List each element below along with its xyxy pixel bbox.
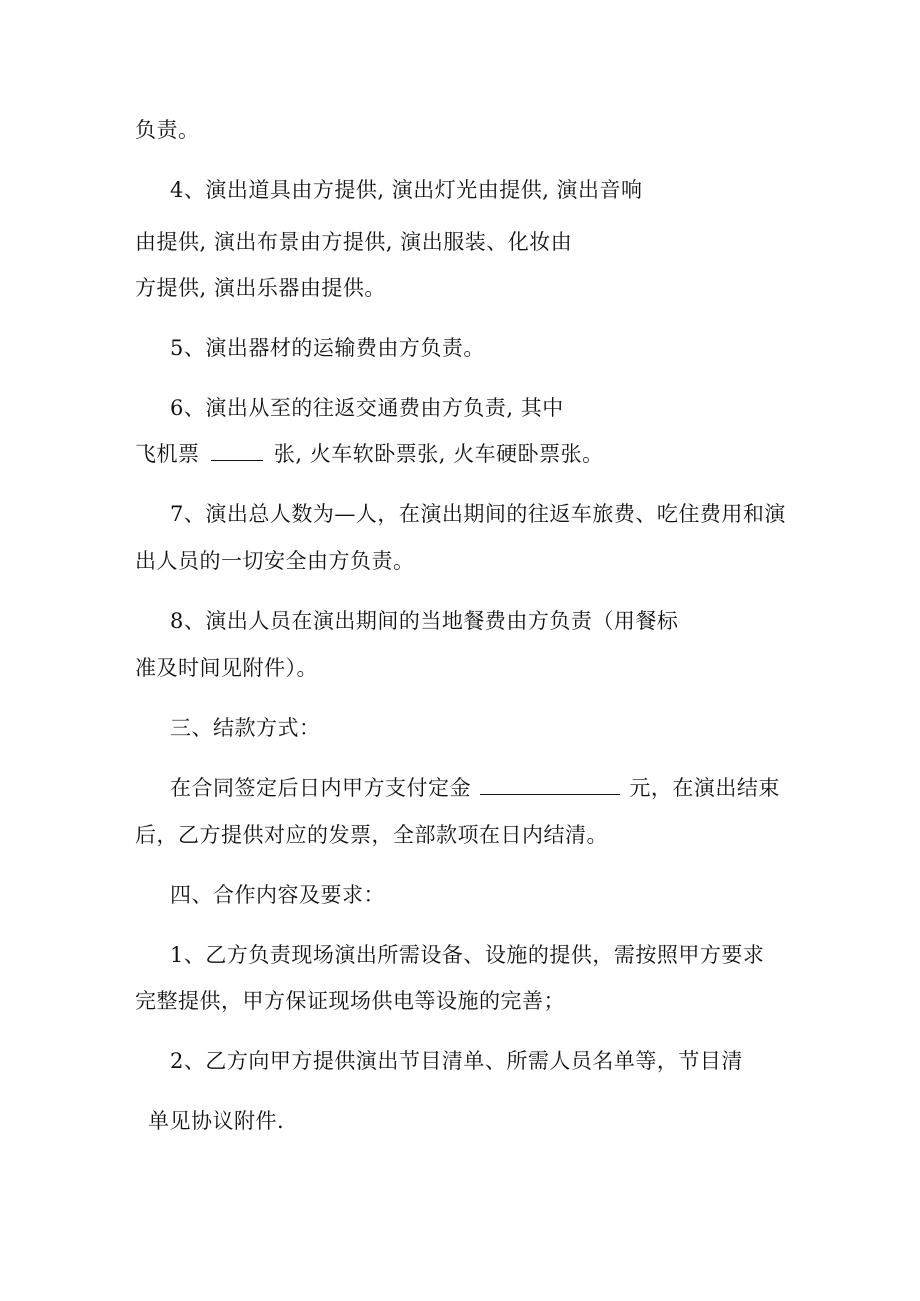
- text-line: 1、乙方负责现场演出所需设备、设施的提供，需按照甲方要求: [170, 943, 765, 967]
- text-line: [135, 440, 604, 468]
- text-line: 单见协议附件.: [148, 1109, 285, 1133]
- text-segment: 元，在演出结束: [629, 776, 780, 800]
- text-line: [170, 774, 780, 802]
- section-heading: 四、合作内容及要求：: [170, 883, 385, 907]
- text-segment: 飞机票: [135, 442, 200, 466]
- text-line: 6、演出从至的往返交通费由方负责, 其中: [170, 396, 564, 420]
- text-line: 8、演出人员在演出期间的当地餐费由方负责（用餐标: [170, 609, 679, 633]
- text-line: 5、演出器材的运输费由方负责。: [170, 336, 485, 360]
- text-line: 后，乙方提供对应的发票，全部款项在日内结清。: [135, 823, 608, 847]
- text-segment: 在合同签定后日内甲方支付定金: [170, 776, 471, 800]
- text-line: 准及时间见附件）。: [135, 656, 318, 680]
- section-heading: 三、结款方式：: [170, 716, 321, 740]
- text-line: 2、乙方向甲方提供演出节目清单、所需人员名单等，节目清: [170, 1049, 743, 1073]
- blank-field: [480, 774, 620, 795]
- text-line: 方提供, 演出乐器由提供。: [135, 276, 386, 300]
- text-line: 出人员的一切安全由方负责。: [135, 549, 415, 573]
- text-segment: 张, 火车软卧票张, 火车硬卧票张。: [273, 442, 604, 466]
- text-line: 由提供, 演出布景由方提供, 演出服装、化妆由: [135, 230, 573, 254]
- text-line: 负责。: [135, 118, 200, 142]
- text-line: 完整提供，甲方保证现场供电等设施的完善；: [135, 989, 565, 1013]
- text-line: 4、演出道具由方提供, 演出灯光由提供, 演出音响: [170, 178, 643, 202]
- blank-field: [211, 440, 263, 461]
- text-line: 7、演出总人数为—人，在演出期间的往返车旅费、吃住费用和演: [170, 502, 786, 526]
